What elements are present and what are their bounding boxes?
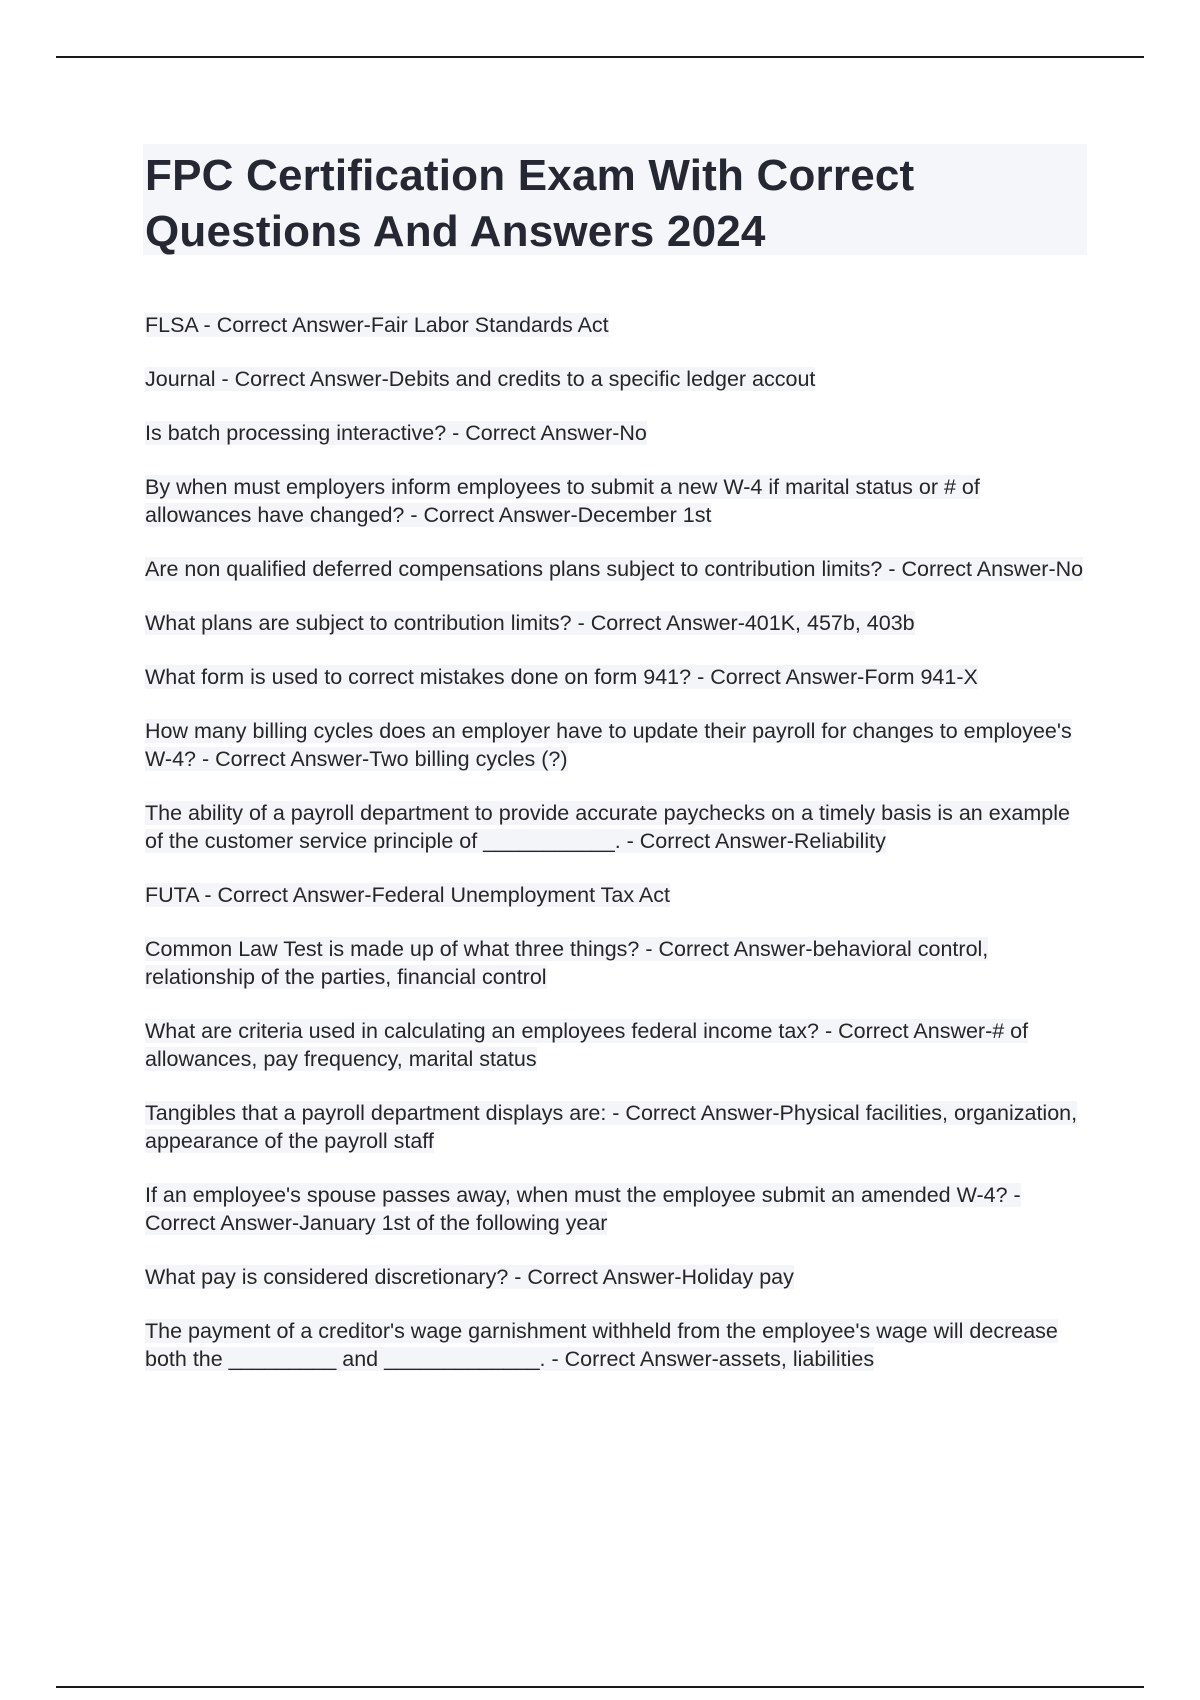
qa-text: Is batch processing interactive? - Correct Answer-No [145,421,647,445]
qa-text: What are criteria used in calculating an employees federal income tax? - Correct Answer-# of allowances, pay frequency, marital status [145,1019,1029,1071]
page-title-line-2: Questions And Answers 2024 [145,207,766,256]
qa-item [145,365,1090,393]
qa-text: FUTA - Correct Answer-Federal Unemployment Tax Act [145,883,670,907]
qa-item [145,311,1090,339]
qa-text: If an employee's spouse passes away, when must the employee submit an amended W-4? - Correct Answer-January 1st of the following year [145,1183,1021,1235]
qa-item [145,419,1090,447]
qa-item [145,881,1090,909]
qa-text: What pay is considered discretionary? - Correct Answer-Holiday pay [145,1265,794,1289]
qa-text: Tangibles that a payroll department displays are: - Correct Answer-Physical facilities, organization, appearance of the payroll staff [145,1101,1078,1153]
qa-item [145,799,1090,855]
qa-list [145,311,1090,1399]
qa-text: FLSA - Correct Answer-Fair Labor Standards Act [145,313,609,337]
page-title [145,148,1087,260]
qa-text: Are non qualified deferred compensations plans subject to contribution limits? - Correct Answer-No [145,557,1084,581]
bottom-rule [56,1686,1144,1688]
qa-item [145,663,1090,691]
qa-item [145,1017,1090,1073]
qa-text: By when must employers inform employees to submit a new W-4 if marital status or # of allowances have changed? - Correct Answer-December 1st [145,475,980,527]
qa-text: What plans are subject to contribution limits? - Correct Answer-401K, 457b, 403b [145,611,915,635]
qa-item [145,1317,1090,1373]
qa-text: How many billing cycles does an employer have to update their payroll for changes to employee's W-4? - Correct Answer-Two billing cycles (?) [145,719,1072,771]
qa-text: Journal - Correct Answer-Debits and credits to a specific ledger accout [145,367,816,391]
qa-item [145,1263,1090,1291]
qa-item [145,1181,1090,1237]
qa-item [145,1099,1090,1155]
qa-item [145,717,1090,773]
qa-text: The payment of a creditor's wage garnishment withheld from the employee's wage will decrease both the _________ and _____________. - Correct Answer-assets, liabilities [145,1319,1058,1371]
qa-text: Common Law Test is made up of what three things? - Correct Answer-behavioral control, relationship of the parties, financial control [145,937,989,989]
qa-item [145,555,1090,583]
top-rule [56,56,1144,58]
qa-text: The ability of a payroll department to provide accurate paychecks on a timely basis is an example of the customer service principle of ___________. - Correct Answer-Reliability [145,801,1070,853]
qa-item [145,473,1090,529]
page-title-line-1: FPC Certification Exam With Correct [145,151,915,200]
qa-item [145,935,1090,991]
qa-text: What form is used to correct mistakes done on form 941? - Correct Answer-Form 941-X [145,665,978,689]
title-block [143,144,1087,255]
qa-item [145,609,1090,637]
